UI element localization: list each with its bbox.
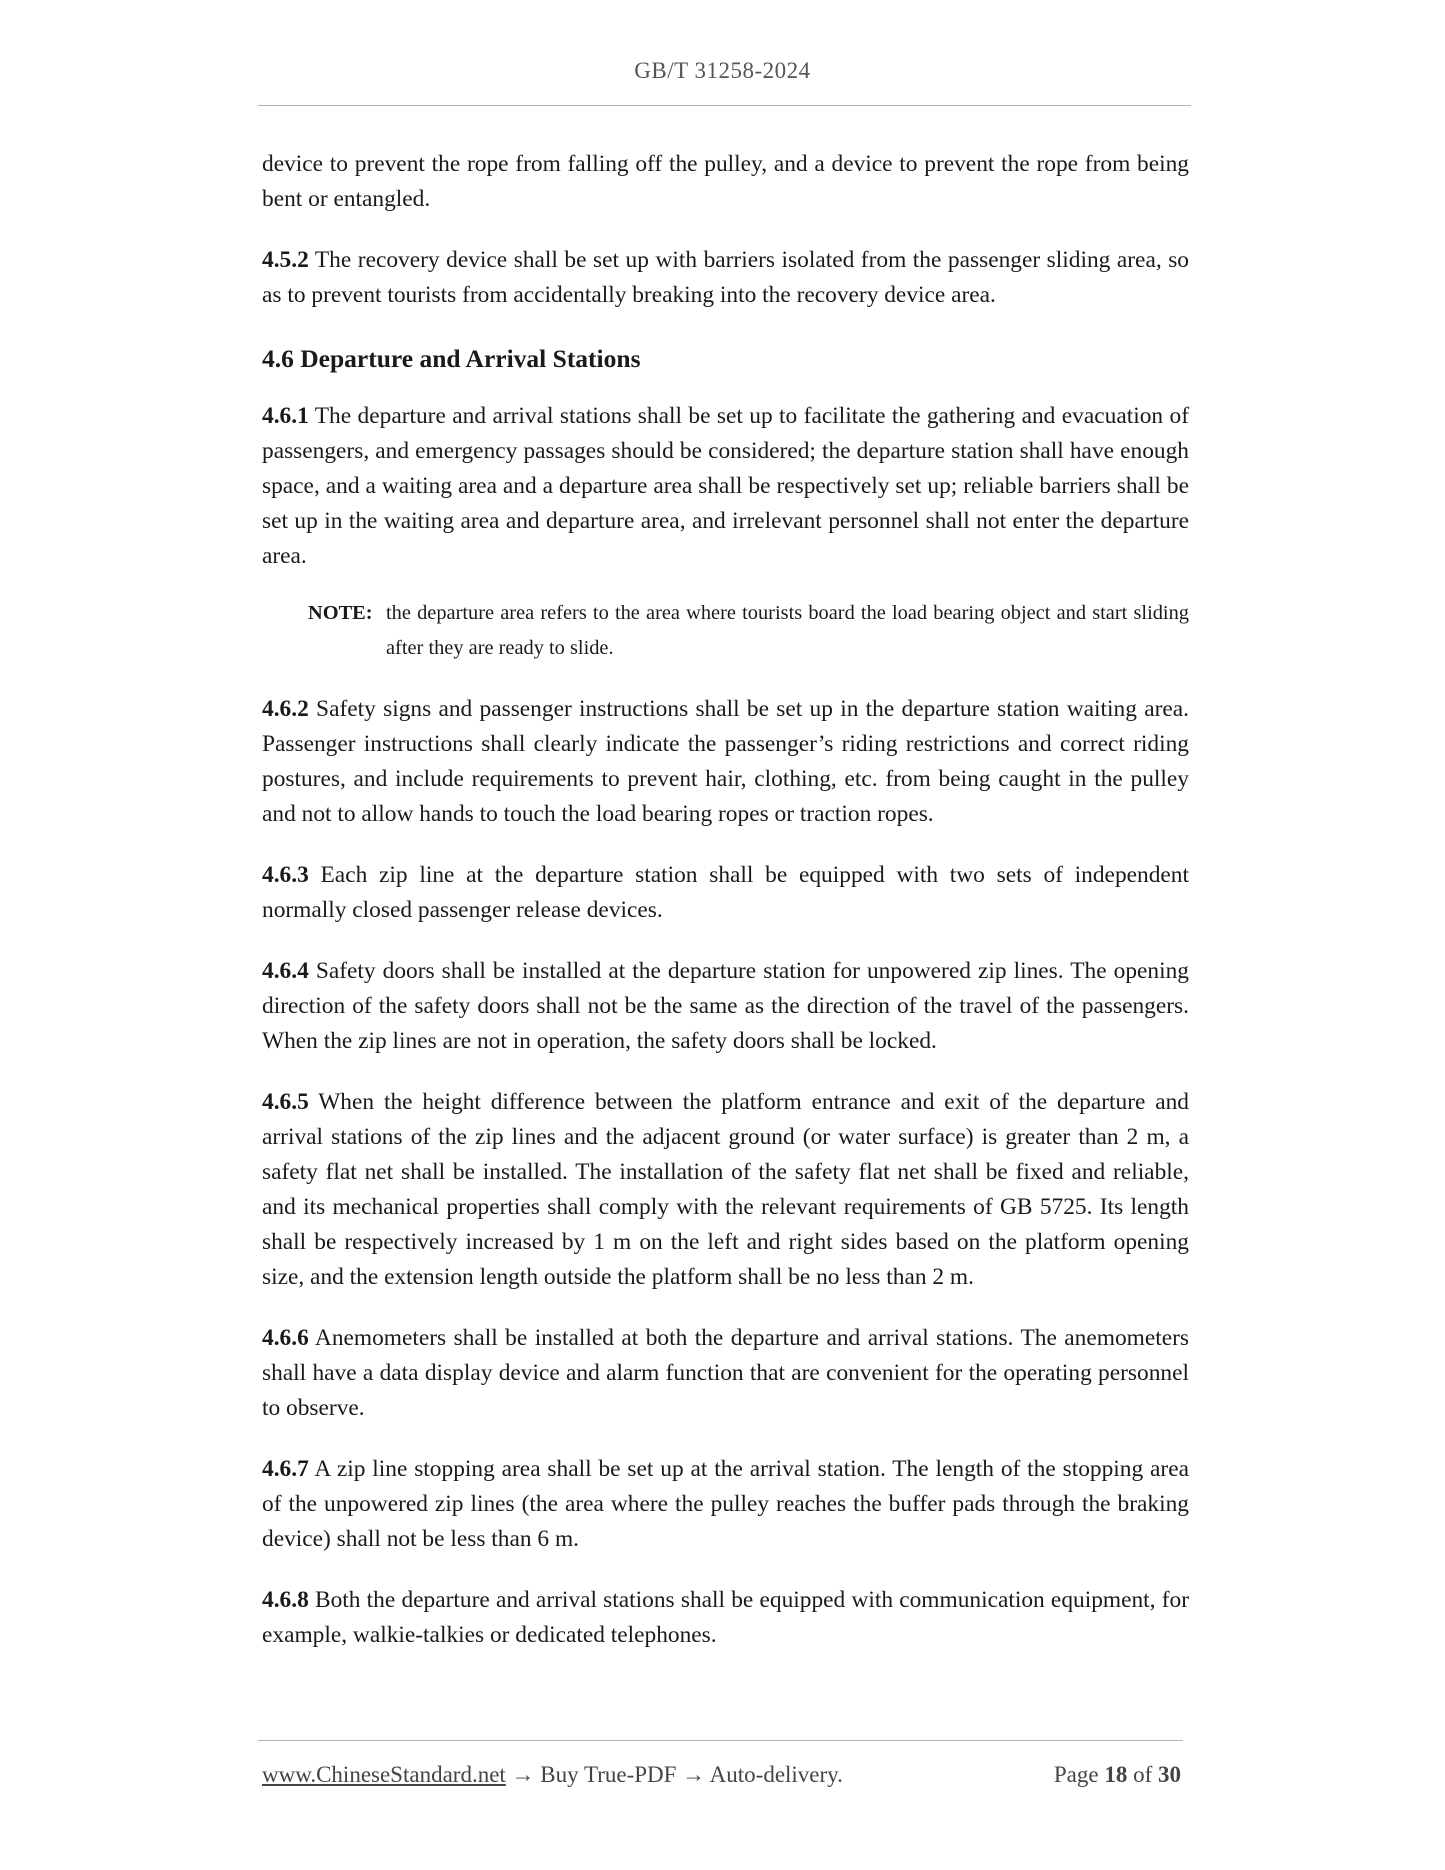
- of-label: of: [1127, 1762, 1158, 1787]
- page-indicator: [1054, 1757, 1181, 1793]
- paragraph-text: device to prevent the rope from falling off the pulley, and a device to prevent the rope from being bent or entangled.: [262, 151, 1189, 212]
- clause-text: Both the departure and arrival stations shall be equipped with communication equipment, for example, walkie-talkies or dedicated telephones.: [262, 1587, 1189, 1648]
- clause-text: Safety doors shall be installed at the departure station for unpowered zip lines. The opening direction of the safety doors shall not be the same as the direction of the travel of the passengers. When the zip lines are not in operation, the safety doors shall be locked.: [262, 958, 1189, 1054]
- clause-number: 4.6.8: [262, 1587, 309, 1613]
- clause-4-6-8: [262, 1583, 1189, 1653]
- note-text: the departure area refers to the area where tourists board the load bearing object and start sliding after they are ready to slide.: [386, 602, 1189, 659]
- clause-number: 4.6.7: [262, 1456, 309, 1482]
- clause-text: When the height difference between the platform entrance and exit of the departure and arrival stations of the zip lines and the adjacent ground (or water surface) is greater than 2 m, a safety flat net shall be installed. The installation of the safety flat net shall be fixed and reliable, and its mechanical properties shall comply with the relevant requirements of GB 5725. Its length shall be respectively increased by 1 m on the left and right sides based on the platform opening size, and the extension length outside the platform shall be no less than 2 m.: [262, 1089, 1189, 1290]
- clause-4-5-2: [262, 243, 1189, 313]
- clause-text: The departure and arrival stations shall be set up to facilitate the gathering and evacuation of passengers, and emergency passages should be considered; the departure station shall have enough space, and a waiting area and a departure area shall be respectively set up; reliable barriers shall be set up in the waiting area and departure area, and irrelevant personnel shall not enter the departure area.: [262, 403, 1189, 569]
- clause-number: 4.6.1: [262, 403, 309, 429]
- clause-number: 4.5.2: [262, 247, 309, 273]
- header-divider: [258, 105, 1191, 106]
- footer-promo: [262, 1757, 843, 1793]
- clause-4-6-4: [262, 954, 1189, 1059]
- clause-4-6-2: [262, 692, 1189, 832]
- note-block: [308, 596, 1189, 666]
- clause-text: Safety signs and passenger instructions shall be set up in the departure station waiting area. Passenger instructions shall clearly indicate the passenger’s riding restrictions and correct riding postures, and include requirements to prevent hair, clothing, etc. from being caught in the pulley and not to allow hands to touch the load bearing ropes or traction ropes.: [262, 696, 1189, 827]
- page-label: Page: [1053, 1762, 1105, 1787]
- clause-number: 4.6.5: [262, 1089, 309, 1115]
- clause-4-6-6: [262, 1321, 1189, 1426]
- current-page-number: 18: [1104, 1762, 1128, 1787]
- website-link[interactable]: www.ChineseStandard.net: [262, 1762, 506, 1787]
- clause-4-6-3: [262, 858, 1189, 928]
- clause-4-6-5: [262, 1085, 1189, 1295]
- clause-number: 4.6.2: [262, 696, 309, 722]
- clause-4-6-1: [262, 399, 1189, 574]
- total-pages-number: 30: [1158, 1762, 1181, 1787]
- document-code-header: GB/T 31258-2024: [634, 58, 811, 83]
- clause-number: 4.6.4: [262, 958, 309, 984]
- clause-text: The recovery device shall be set up with barriers isolated from the passenger sliding area, so as to prevent tourists from accidentally breaking into the recovery device area.: [262, 247, 1189, 308]
- clause-number: 4.6.6: [262, 1325, 309, 1351]
- clause-4-6-7: [262, 1452, 1189, 1557]
- clause-number: 4.6.3: [262, 862, 309, 888]
- page-footer: [262, 1757, 1181, 1793]
- clause-text: Each zip line at the departure station shall be equipped with two sets of independent normally closed passenger release devices.: [262, 862, 1189, 923]
- footer-divider: [258, 1740, 1183, 1741]
- note-label: NOTE:: [308, 602, 373, 624]
- promo-text: → Buy True-PDF → Auto-delivery.: [505, 1762, 843, 1787]
- document-body: [262, 147, 1189, 1679]
- section-heading: 4.6 Departure and Arrival Stations: [262, 344, 641, 373]
- clause-text: Anemometers shall be installed at both the departure and arrival stations. The anemometers shall have a data display device and alarm function that are convenient for the operating personnel to observe.: [262, 1325, 1189, 1421]
- paragraph-continued: [262, 147, 1189, 217]
- clause-text: A zip line stopping area shall be set up at the arrival station. The length of the stopping area of the unpowered zip lines (the area where the pulley reaches the buffer pads through the braking device) shall not be less than 6 m.: [262, 1456, 1189, 1552]
